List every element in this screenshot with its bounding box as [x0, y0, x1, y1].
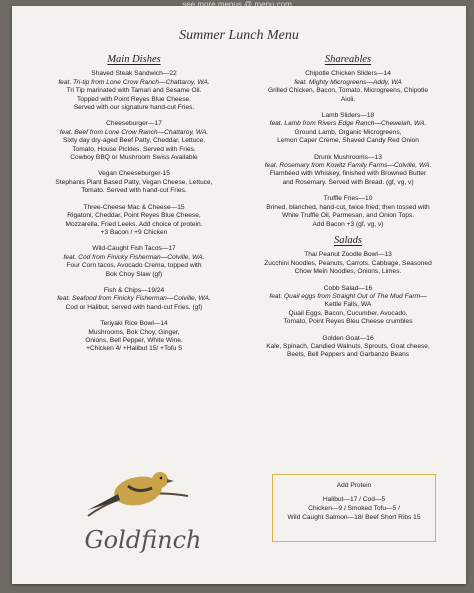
main-dish-item-name: Fish & Chips—19/24 [103, 286, 165, 294]
shareable-item-description: Grilled Chicken, Bacon, Tomato, Microgreens, Chipotle [267, 87, 429, 95]
shareable-item-name: Chipotle Chicken Sliders—14 [305, 70, 391, 78]
main-dish-item-feature: feat. Tri-tip from Lone Crow Ranch—Chattaroy, WA. [58, 78, 210, 86]
main-dish-item-description: Topped with Point Reyes Blue Cheese. [77, 95, 191, 103]
main-dish-item-description: Rigatoni, Cheddar, Point Reyes Blue Cheese, [67, 212, 201, 220]
main-dish-item-description: Tomato, House Pickles. Served with Fries. [72, 145, 196, 153]
shareable-item-feature: feat. Rosemary from Kowitz Family Farms—Colville, WA. [264, 162, 432, 170]
main-dish-item-description: Onions, Bell Pepper, White Wine. [85, 336, 183, 344]
shareable-item-description: and Rosemary. Served with Bread. (gf, vg, v) [282, 178, 414, 186]
shareable-item-name: Lamb Sliders—18 [321, 112, 375, 120]
logo-text: Goldfinch [84, 526, 202, 554]
main-dish-item-feature: feat. Cod from Finicky Fisherman—Colville, WA. [63, 253, 205, 261]
shareable-item-description: Lemon Caper Creme, Shaved Candy Red Onion [277, 137, 419, 145]
shareable-item-name: Truffle Fries—10 [323, 195, 373, 203]
shareable-item-description: Brined, blanched, hand-cut, twice fried; then tossed with [266, 203, 430, 211]
add-protein-heading: Add Protein [336, 482, 372, 489]
main-dish-item-name: Vegan Cheeseburger-15 [98, 170, 170, 178]
watermark-text: see more menus @ menu.com [182, 0, 292, 9]
main-dish-item-description: Tri Tip marinated with Tamari and Sesame Oil. [66, 87, 202, 95]
main-dish-item-feature: feat. Seafood from Finicky Fisherman—Colville, WA. [57, 295, 211, 303]
shareable-item-description: White Truffle Oil, Parmesan, and Onion Tops. [281, 212, 415, 220]
main-dish-item [34, 120, 234, 162]
main-dish-item-description: +3 Bacon / +9 Chicken [100, 228, 168, 236]
main-dish-item-name: Three-Cheese Mac & Cheese—15 [83, 203, 185, 211]
shareable-item-description: Ground Lamb, Organic Microgreens, [294, 128, 402, 136]
main-dish-item-feature: feat. Beef from Lone Crow Ranch—Chattaroy, WA. [59, 128, 209, 136]
main-dish-item-name: Teriyaki Rice Bowl—14 [100, 320, 168, 328]
menu-title: Summer Lunch Menu [179, 28, 299, 43]
main-dish-item [34, 204, 234, 238]
add-protein-line: Chicken—9 / Smoked Tofu—5 / [308, 505, 400, 512]
shareable-item-feature: feat. Mighty Microgreens—Addy, WA [294, 78, 402, 86]
salad-item-description: Chow Mein Noodles, Onions, Limes. [294, 268, 402, 276]
salad-item-name: Golden Goat—16 [322, 334, 374, 342]
main-dish-item-description: +Chicken 4/ +Halibut 15/ +Tofu 5 [86, 345, 182, 353]
main-dish-item [34, 70, 234, 112]
salad-item-description: Tomato, Point Reyes Bleu Cheese crumbles [283, 318, 413, 326]
main-dish-item-description: Stephanis Plant Based Patty, Vegan Cheese, Lettuce, [55, 178, 213, 186]
main-dishes-heading: Main Dishes [107, 54, 161, 65]
main-dish-item-name: Cheeseburger—17 [106, 120, 162, 128]
main-dish-item [34, 245, 234, 279]
shareable-item-feature: feat. Lamb from Rivers Edge Ranch—Chewelah, WA. [269, 120, 427, 128]
salads-heading: Salads [333, 234, 362, 246]
main-dish-item [34, 320, 234, 354]
shareable-item-name: Drunk Mushrooms—13 [314, 153, 382, 161]
shareable-item-description: Flambéed with Whiskey, finished with Browned Butter [269, 170, 427, 178]
salad-item-name: Thai Peanut Zoodle Bowl—13 [304, 251, 392, 259]
shareables-heading: Shareables [324, 54, 372, 65]
right-column [248, 54, 448, 368]
salad-item-description: Zucchini Noodles, Peanuts, Carrots, Cabbage, Seasoned [264, 259, 432, 267]
main-dish-item-description: Four Corn tacos, Avocado Crema, topped with [66, 262, 202, 270]
main-dishes-column [34, 54, 234, 362]
shareable-item [248, 112, 448, 146]
salad-item [248, 251, 448, 276]
add-protein-line: Halibut—17 / Cod—5 [322, 496, 386, 503]
main-dish-item-description: Bok Choy Slaw (gf) [105, 270, 163, 278]
main-dish-item-description: Cod or Halibut, served with hand-cut Fries. (gf) [65, 303, 203, 311]
shareable-item [248, 154, 448, 188]
shareable-item-description: Add Bacon +3 (gf, vg, v) [312, 220, 384, 228]
add-protein-box [272, 474, 436, 542]
salad-item-description: Quail Eggs, Bacon, Cucumber, Avocado, [288, 309, 408, 317]
main-dish-item-description: Sixty day dry-aged Beef Patty, Cheddar, Lettuce, [62, 137, 206, 145]
salad-item-name: Cobb Salad—16 [323, 284, 373, 292]
menu-sheet [12, 6, 466, 584]
add-protein-line: Wild Caught Salmon—18/ Beef Short Ribs 15 [287, 514, 421, 521]
main-dish-item-description: Served with our signature hand-cut Fries. [73, 104, 195, 112]
salad-item-description: Kettle Falls, WA [324, 301, 372, 309]
salad-item-description: Beets, Bell Peppers and Garbanzo Beans [286, 351, 410, 359]
shareable-item [248, 195, 448, 229]
salad-item [248, 285, 448, 327]
salad-item [248, 335, 448, 360]
salad-item-description: Kale, Spinach, Candied Walnuts, Sprouts, Goat cheese, [266, 342, 430, 350]
main-dish-item [34, 170, 234, 195]
main-dish-item-name: Wild-Caught Fish Tacos—17 [92, 245, 176, 253]
main-dish-item-description: Cowboy BBQ or Mushroom Swiss Available [70, 154, 198, 162]
main-dish-item-description: Tomato. Served with hand-cut Fries. [81, 187, 187, 195]
shareable-item [248, 70, 448, 104]
main-dish-item-description: Mozzarella, Fried Leeks. Add choice of protein. [65, 220, 203, 228]
main-dish-item-description: Mushrooms, Bok Choy, Ginger, [88, 328, 180, 336]
main-dish-item [34, 287, 234, 312]
main-dish-item-name: Shaved Steak Sandwich—22 [91, 70, 177, 78]
shareable-item-description: Aioli. [340, 95, 356, 103]
salad-item-feature: feat. Quail eggs from Straight Out of The Mud Farm— [269, 292, 427, 300]
